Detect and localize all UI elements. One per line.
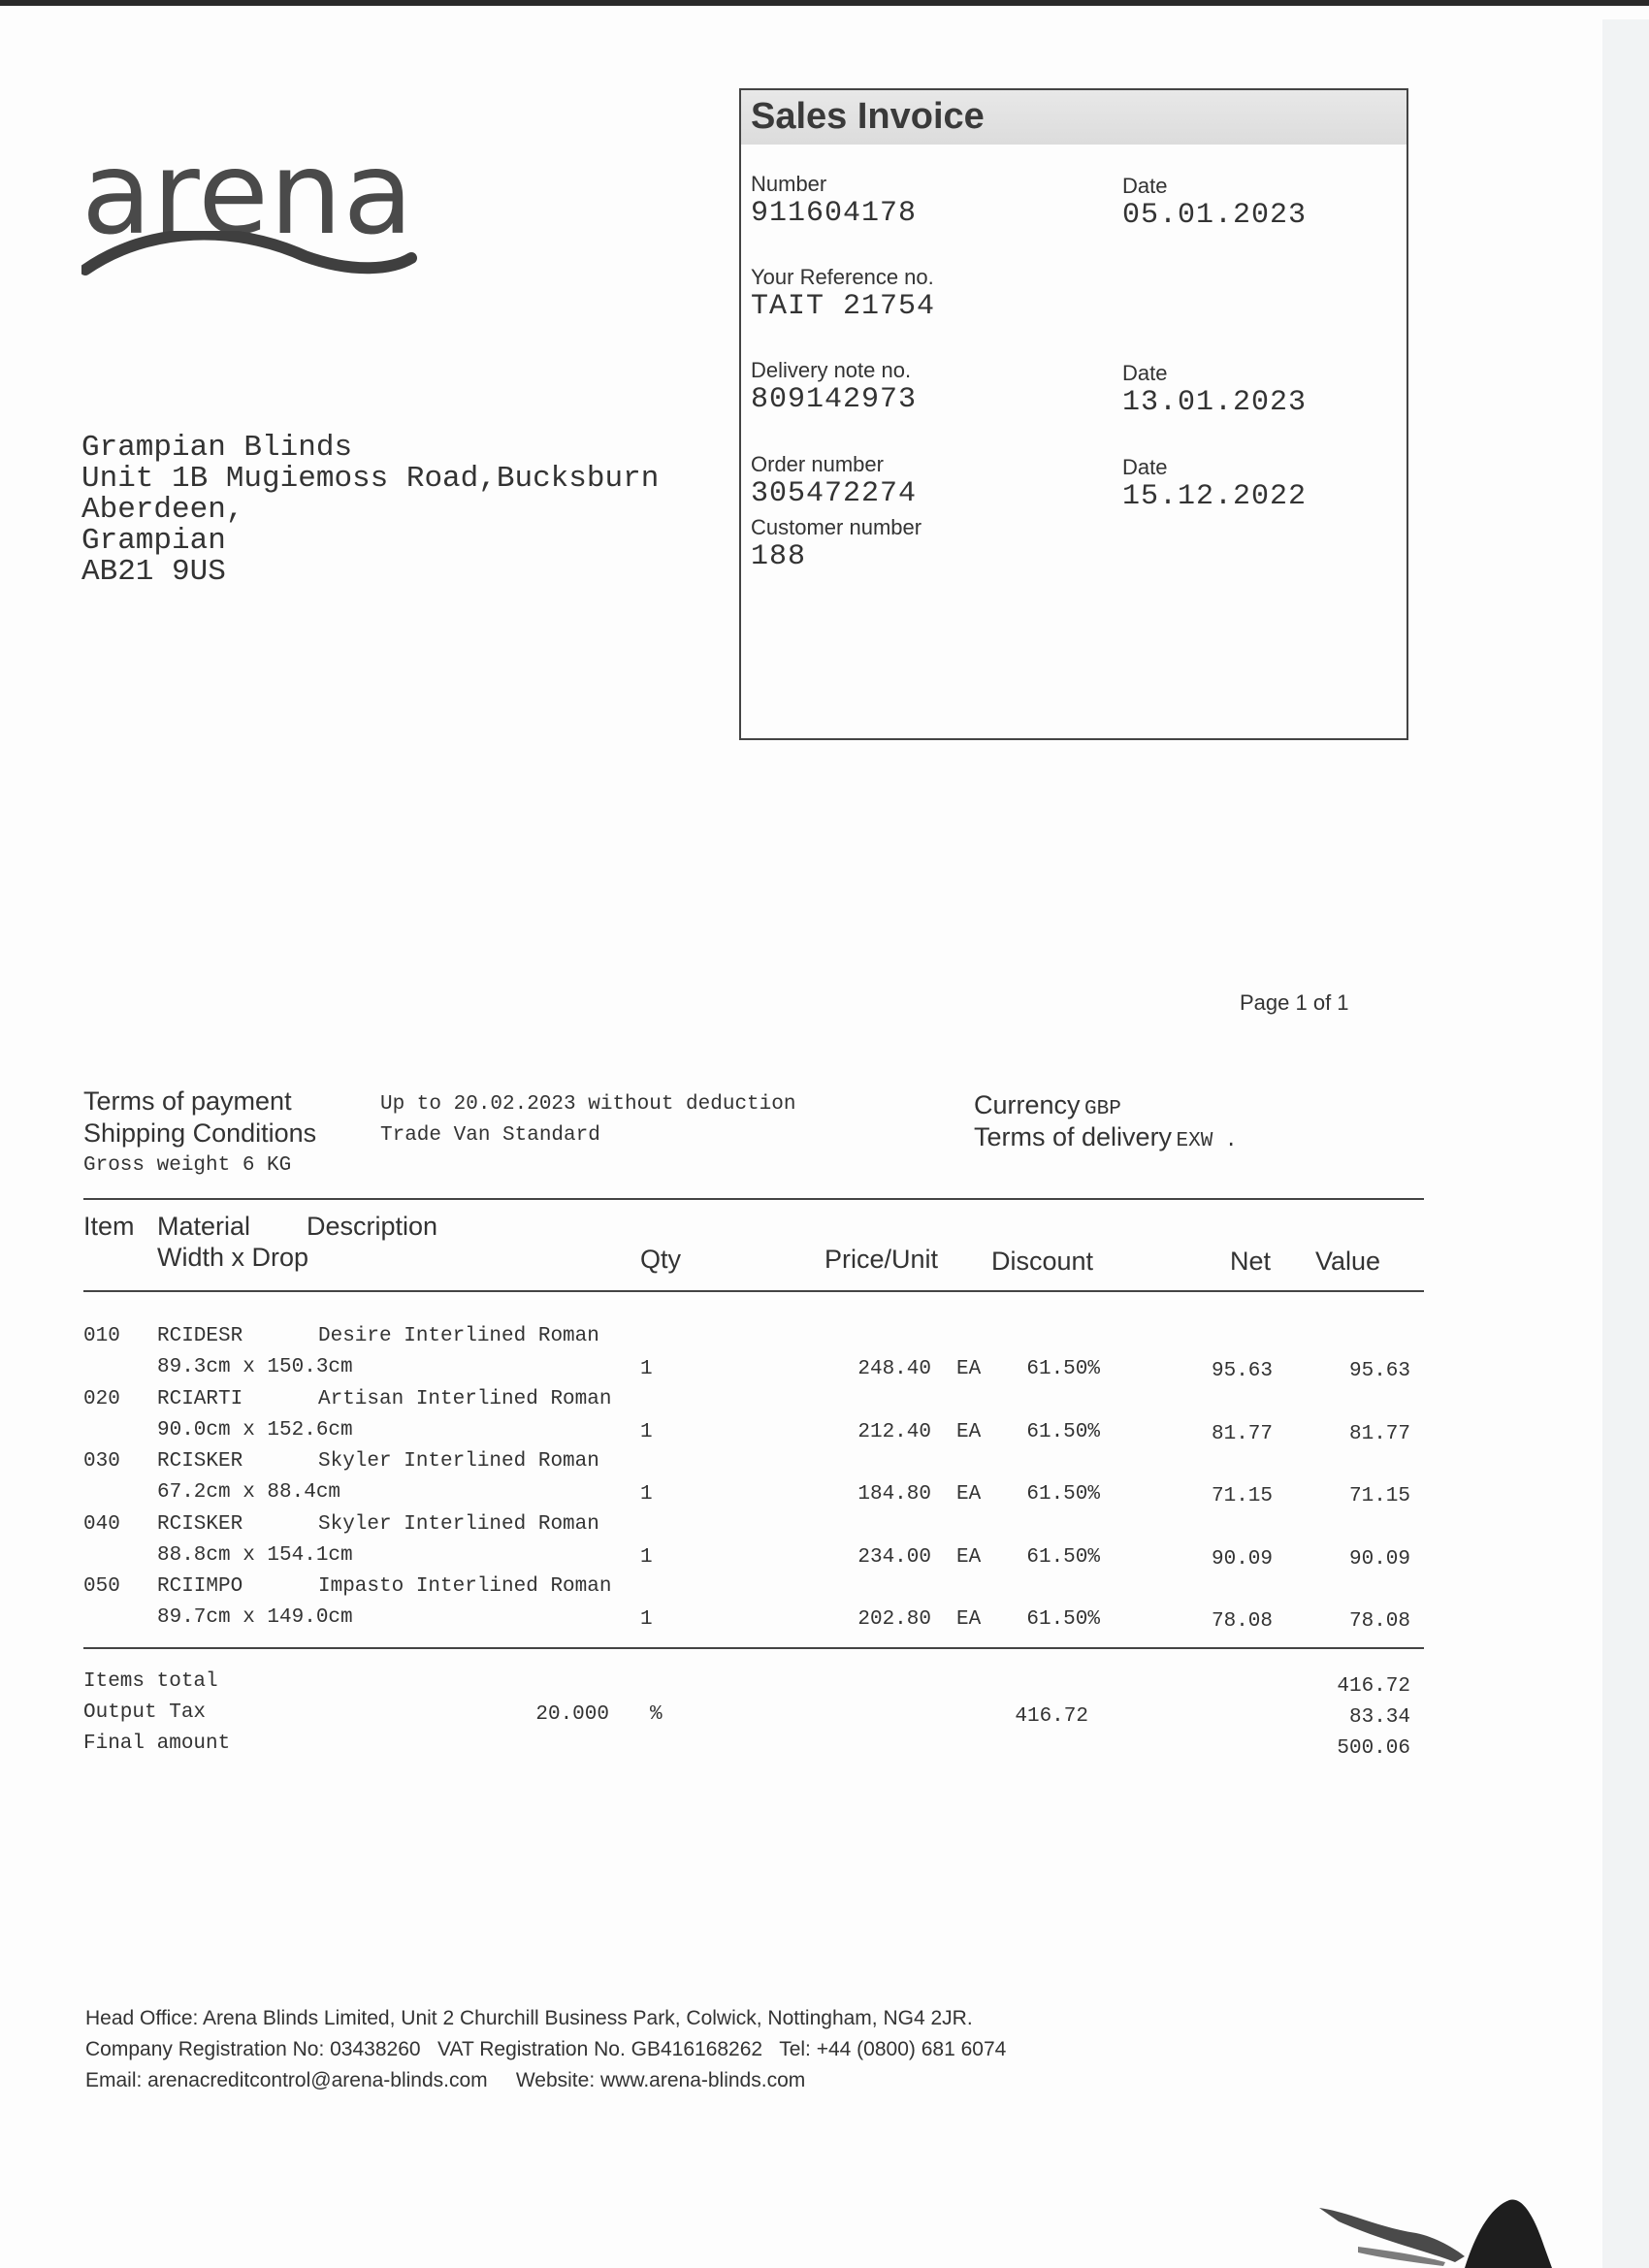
item-discount: 61.50% (1026, 1358, 1100, 1380)
date-label: Date (1122, 174, 1168, 198)
address-line: Unit 1B Mugiemoss Road,Bucksburn (81, 462, 660, 496)
logo-swoosh-icon (81, 231, 421, 289)
invoice-number: 911604178 (751, 197, 918, 230)
col-discount: Discount (991, 1247, 1094, 1276)
delivery-date: 13.01.2023 (1122, 386, 1308, 419)
delivery-terms-value: EXW . (1176, 1130, 1238, 1152)
item-number: 020 (83, 1387, 120, 1410)
item-description: Artisan Interlined Roman (318, 1387, 612, 1410)
order-number-label: Order number (751, 452, 884, 476)
item-value: 95.63 (1348, 1360, 1410, 1382)
item-net: 78.08 (1211, 1610, 1273, 1633)
final-amount-value: 500.06 (1337, 1737, 1410, 1760)
item-number: 050 (83, 1575, 120, 1598)
invoice-date: 05.01.2023 (1122, 199, 1308, 232)
item-description: Impasto Interlined Roman (318, 1575, 612, 1598)
item-size: 89.7cm x 149.0cm (157, 1606, 353, 1629)
item-unit: EA (956, 1420, 982, 1443)
footer-head-office: Head Office: Arena Blinds Limited, Unit 2 Churchill Business Park, Colwick, Nottingham, NG4 2JR. (85, 2007, 973, 2029)
items-total-value: 416.72 (1337, 1675, 1410, 1698)
delivery-note-value: 809142973 (751, 383, 918, 416)
page-indicator: Page 1 of 1 (1240, 990, 1349, 1015)
address-line: AB21 9US (81, 555, 226, 589)
item-qty: 1 (640, 1358, 653, 1380)
item-value: 78.08 (1348, 1610, 1410, 1633)
item-material: RCISKER (157, 1512, 243, 1536)
arena-logo (81, 126, 421, 291)
item-size: 90.0cm x 152.6cm (157, 1418, 353, 1442)
currency-row (974, 1090, 1121, 1120)
divider (83, 1198, 1424, 1200)
item-net: 81.77 (1211, 1422, 1273, 1445)
number-label: Number (751, 172, 827, 196)
item-material: RCIIMPO (157, 1575, 243, 1598)
output-tax-label: Output Tax (83, 1701, 207, 1724)
item-size: 67.2cm x 88.4cm (157, 1481, 341, 1504)
delivery-terms-label: Terms of delivery (974, 1122, 1173, 1151)
col-material: Material (157, 1212, 251, 1241)
scan-smudge (1319, 2179, 1552, 2268)
currency-value: GBP (1083, 1098, 1121, 1120)
invoice-info-box (739, 88, 1408, 740)
delivery-date-label: Date (1122, 361, 1168, 385)
item-description: Desire Interlined Roman (318, 1325, 599, 1347)
item-qty: 1 (640, 1545, 653, 1569)
item-price: 184.80 (857, 1483, 931, 1506)
reference-value: TAIT 21754 (751, 290, 936, 323)
item-price: 202.80 (857, 1608, 931, 1631)
item-number: 040 (83, 1512, 120, 1536)
item-discount: 61.50% (1026, 1545, 1100, 1569)
tax-base: 416.72 (1015, 1705, 1088, 1728)
address-line: Grampian (81, 524, 226, 558)
col-net: Net (1230, 1247, 1272, 1276)
items-total-label: Items total (83, 1670, 218, 1693)
item-price: 248.40 (857, 1358, 931, 1380)
col-width-drop: Width x Drop (157, 1243, 309, 1272)
divider (83, 1647, 1424, 1649)
divider (83, 1290, 1424, 1292)
payment-terms-value: Up to 20.02.2023 without deduction (380, 1093, 796, 1116)
item-size: 88.8cm x 154.1cm (157, 1543, 353, 1567)
order-number-value: 305472274 (751, 477, 918, 510)
item-material: RCISKER (157, 1450, 243, 1473)
gross-weight: Gross weight 6 KG (83, 1154, 292, 1177)
item-net: 90.09 (1211, 1547, 1273, 1571)
col-description: Description (307, 1212, 438, 1241)
item-value: 90.09 (1348, 1547, 1410, 1571)
currency-label: Currency (974, 1090, 1081, 1119)
item-description: Skyler Interlined Roman (318, 1512, 599, 1536)
item-price: 234.00 (857, 1545, 931, 1569)
item-discount: 61.50% (1026, 1420, 1100, 1443)
item-description: Skyler Interlined Roman (318, 1450, 599, 1473)
item-size: 89.3cm x 150.3cm (157, 1356, 353, 1378)
delivery-terms-row (974, 1122, 1238, 1152)
item-net: 71.15 (1211, 1485, 1273, 1507)
col-item: Item (83, 1212, 135, 1241)
col-qty: Qty (640, 1245, 682, 1274)
item-unit: EA (956, 1483, 982, 1506)
shipping-label: Shipping Conditions (83, 1118, 317, 1148)
col-value: Value (1315, 1247, 1381, 1276)
item-value: 81.77 (1348, 1422, 1410, 1445)
customer-address (81, 433, 659, 588)
item-qty: 1 (640, 1420, 653, 1443)
tax-value: 83.34 (1348, 1706, 1410, 1729)
item-unit: EA (956, 1545, 982, 1569)
customer-number-value: 188 (751, 540, 807, 573)
item-qty: 1 (640, 1483, 653, 1506)
item-discount: 61.50% (1026, 1608, 1100, 1631)
item-qty: 1 (640, 1608, 653, 1631)
address-line: Grampian Blinds (81, 431, 353, 465)
item-value: 71.15 (1348, 1485, 1410, 1507)
final-amount-label: Final amount (83, 1733, 231, 1755)
address-line: Aberdeen, (81, 493, 244, 527)
item-material: RCIDESR (157, 1325, 243, 1347)
delivery-note-label: Delivery note no. (751, 358, 912, 382)
order-date: 15.12.2022 (1122, 480, 1308, 513)
reference-label: Your Reference no. (751, 265, 934, 289)
payment-terms-label: Terms of payment (83, 1086, 292, 1116)
item-discount: 61.50% (1026, 1483, 1100, 1506)
col-price-unit: Price/Unit (824, 1245, 939, 1274)
tax-rate: 20.000 (535, 1703, 609, 1726)
invoice-header-bar (741, 90, 1406, 145)
footer-registration: Company Registration No: 03438260 VAT Registration No. GB416168262 Tel: +44 (0800) 681 6074 (85, 2038, 1007, 2060)
scan-edge-top (0, 0, 1649, 6)
item-material: RCIARTI (157, 1387, 243, 1410)
shipping-value: Trade Van Standard (380, 1124, 600, 1147)
item-unit: EA (956, 1608, 982, 1631)
invoice-title: Sales Invoice (751, 96, 985, 137)
customer-number-label: Customer number (751, 515, 922, 539)
tax-percent-sign: % (650, 1703, 663, 1726)
scan-edge-right (1602, 19, 1649, 2268)
footer-contact: Email: arenacreditcontrol@arena-blinds.com Website: www.arena-blinds.com (85, 2069, 806, 2091)
item-price: 212.40 (857, 1420, 931, 1443)
item-net: 95.63 (1211, 1360, 1273, 1382)
order-date-label: Date (1122, 455, 1168, 479)
item-unit: EA (956, 1358, 982, 1380)
item-number: 010 (83, 1325, 120, 1347)
logo-wordmark: arena (81, 126, 414, 260)
item-number: 030 (83, 1450, 120, 1473)
